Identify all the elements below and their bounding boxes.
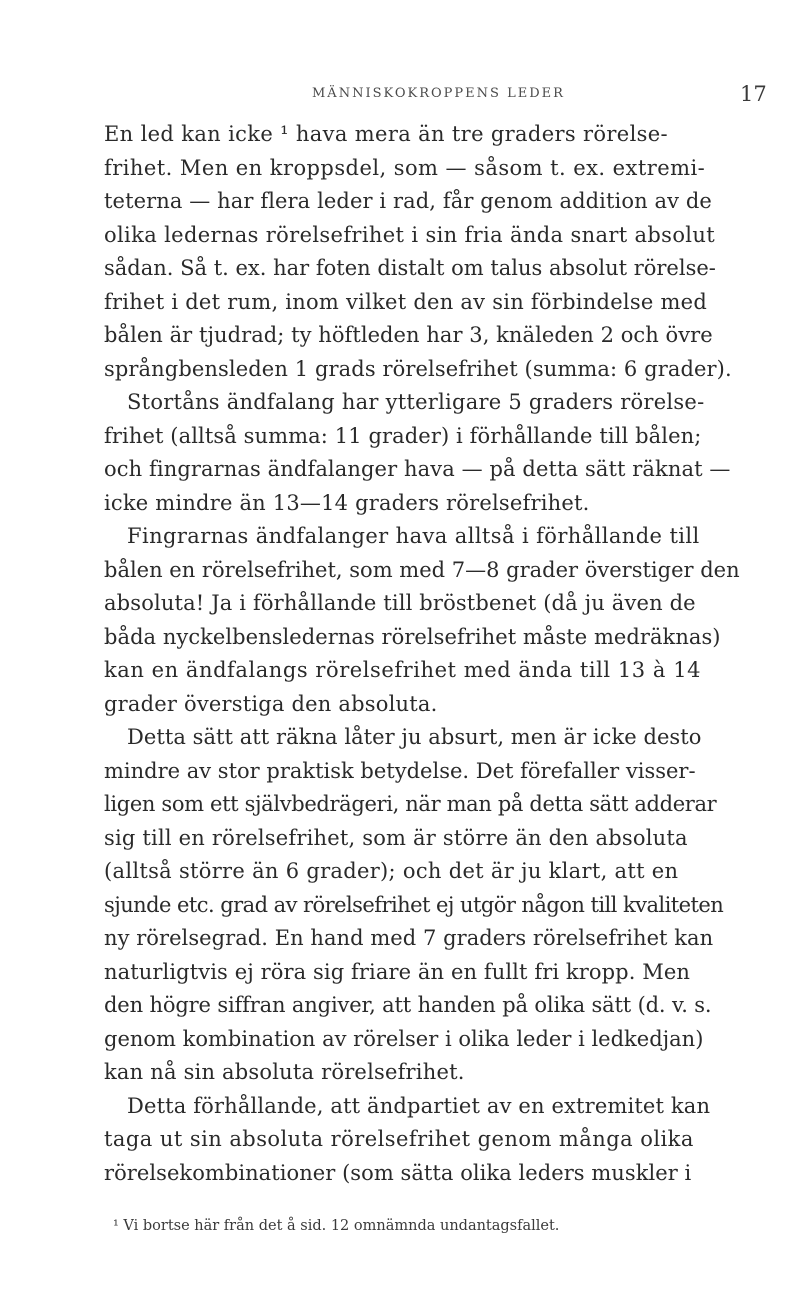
text-line: den högre siffran angiver, att handen på olika sätt (d. v. s.: [104, 993, 712, 1017]
text-line: frihet i det rum, inom vilket den av sin förbindelse med: [104, 289, 708, 314]
running-title: MÄNNISKOKROPPENS LEDER: [312, 86, 565, 101]
text-line: grader överstiga den absoluta.: [104, 691, 438, 716]
text-line: frihet (alltså summa: 11 grader) i förhållande till bålen;: [104, 423, 702, 448]
text-line: Fingrarnas ändfalanger hava alltså i förhållande till: [127, 524, 700, 548]
text-line: kan en ändfalangs rörelsefrihet med ända till 13 à 14: [104, 658, 702, 682]
text-line: naturligtvis ej röra sig friare än en fullt fri kropp. Men: [104, 959, 691, 984]
text-line: icke mindre än 13—14 graders rörelsefrihet.: [104, 490, 590, 515]
text-line: sig till en rörelsefrihet, som är större än den absoluta: [104, 825, 688, 850]
text-line: absoluta! Ja i förhållande till bröstbenet (då ju även de: [104, 591, 696, 615]
text-line: ligen som ett självbedrägeri, när man på detta sätt adderar: [104, 792, 717, 816]
text-line: och fingrarnas ändfalanger hava — på detta sätt räknat —: [104, 457, 731, 481]
footnote: ¹ Vi bortse här från det å sid. 12 omnämnda undantagsfallet.: [113, 1218, 560, 1234]
text-line: mindre av stor praktisk betydelse. Det förefaller visser-: [104, 758, 696, 783]
text-line: (alltså större än 6 grader); och det är ju klart, att en: [104, 859, 679, 883]
text-line: språngbensleden 1 grads rörelsefrihet (summa: 6 grader).: [104, 356, 732, 381]
text-line: bålen en rörelsefrihet, som med 7—8 grader överstiger den: [104, 557, 740, 582]
text-line: frihet. Men en kroppsdel, som — såsom t. ex. extremi-: [104, 155, 706, 180]
text-line: kan nå sin absoluta rörelsefrihet.: [104, 1060, 465, 1084]
text-line: Stortåns ändfalang har ytterligare 5 graders rörelse-: [127, 390, 705, 414]
text-line: sjunde etc. grad av rörelsefrihet ej utgör någon till kvaliteten: [104, 892, 724, 917]
text-line: En led kan icke ¹ hava mera än tre graders rörelse-: [104, 122, 668, 146]
text-line: bålen är tjudrad; ty höftleden har 3, knäleden 2 och övre: [104, 323, 713, 347]
text-line: Detta förhållande, att ändpartiet av en extremitet kan: [127, 1093, 711, 1118]
text-line: taga ut sin absoluta rörelsefrihet genom många olika: [104, 1127, 694, 1151]
body-text: [104, 118, 740, 1190]
text-line: sådan. Så t. ex. har foten distalt om talus absolut rörelse-: [104, 256, 716, 280]
page-header: [0, 82, 800, 108]
text-line: båda nyckelbensledernas rörelsefrihet måste medräknas): [104, 624, 721, 649]
text-line: olika ledernas rörelsefrihet i sin fria ända snart absolut: [104, 222, 716, 247]
text-line: teterna — har flera leder i rad, får genom addition av de: [104, 189, 712, 213]
text-line: rörelsekombinationer (som sätta olika leders muskler i: [104, 1160, 692, 1185]
text-line: Detta sätt att räkna låter ju absurt, men är icke desto: [127, 725, 702, 749]
text-line: ny rörelsegrad. En hand med 7 graders rörelsefrihet kan: [104, 926, 714, 950]
text-line: genom kombination av rörelser i olika leder i ledkedjan): [104, 1026, 704, 1051]
page-number: 17: [740, 82, 767, 106]
